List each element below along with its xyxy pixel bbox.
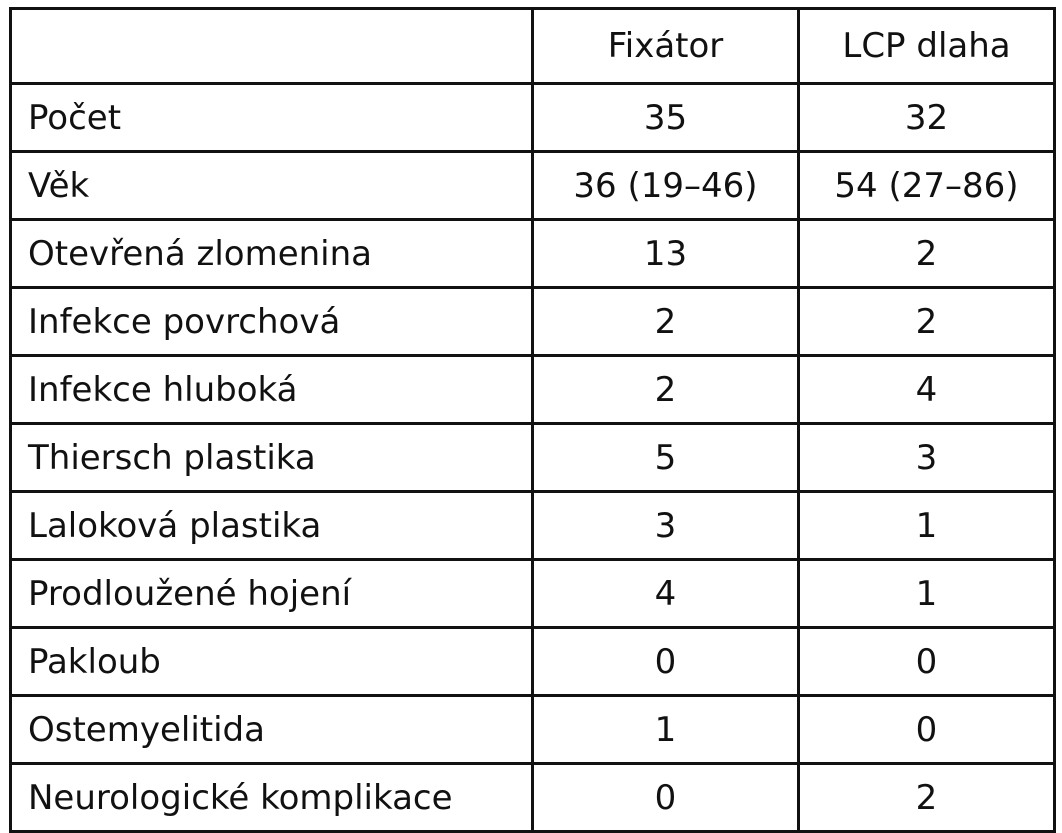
table-row: [11, 764, 1055, 832]
header-lcp-dlaha: LCP dlaha: [799, 9, 1055, 84]
table-row: [11, 356, 1055, 424]
row-label: Počet: [11, 84, 533, 152]
lcp-value: 0: [799, 696, 1055, 764]
lcp-value: 2: [799, 764, 1055, 832]
row-label: Laloková plastika: [11, 492, 533, 560]
comparison-table: [9, 7, 1056, 833]
fixator-value: 0: [533, 764, 799, 832]
header-fixator: Fixátor: [533, 9, 799, 84]
lcp-value: 32: [799, 84, 1055, 152]
fixator-value: 2: [533, 288, 799, 356]
fixator-value: 35: [533, 84, 799, 152]
table-row: [11, 492, 1055, 560]
lcp-value: 2: [799, 288, 1055, 356]
header-corner-cell: [11, 9, 533, 84]
table-row: [11, 424, 1055, 492]
row-label: Ostemyelitida: [11, 696, 533, 764]
table-header-row: [11, 9, 1055, 84]
lcp-value: 1: [799, 492, 1055, 560]
fixator-value: 3: [533, 492, 799, 560]
row-label: Pakloub: [11, 628, 533, 696]
lcp-value: 4: [799, 356, 1055, 424]
row-label: Otevřená zlomenina: [11, 220, 533, 288]
lcp-value: 2: [799, 220, 1055, 288]
row-label: Věk: [11, 152, 533, 220]
fixator-value: 5: [533, 424, 799, 492]
row-label: Neurologické komplikace: [11, 764, 533, 832]
lcp-value: 1: [799, 560, 1055, 628]
table-row: [11, 84, 1055, 152]
row-label: Infekce povrchová: [11, 288, 533, 356]
row-label: Infekce hluboká: [11, 356, 533, 424]
fixator-value: 4: [533, 560, 799, 628]
fixator-value: 13: [533, 220, 799, 288]
row-label: Prodloužené hojení: [11, 560, 533, 628]
table-row: [11, 152, 1055, 220]
fixator-value: 2: [533, 356, 799, 424]
lcp-value: 54 (27–86): [799, 152, 1055, 220]
table-row: [11, 560, 1055, 628]
lcp-value: 0: [799, 628, 1055, 696]
table-row: [11, 696, 1055, 764]
comparison-table-container: [9, 7, 1053, 818]
row-label: Thiersch plastika: [11, 424, 533, 492]
fixator-value: 36 (19–46): [533, 152, 799, 220]
table-row: [11, 288, 1055, 356]
fixator-value: 0: [533, 628, 799, 696]
table-row: [11, 628, 1055, 696]
fixator-value: 1: [533, 696, 799, 764]
lcp-value: 3: [799, 424, 1055, 492]
table-row: [11, 220, 1055, 288]
